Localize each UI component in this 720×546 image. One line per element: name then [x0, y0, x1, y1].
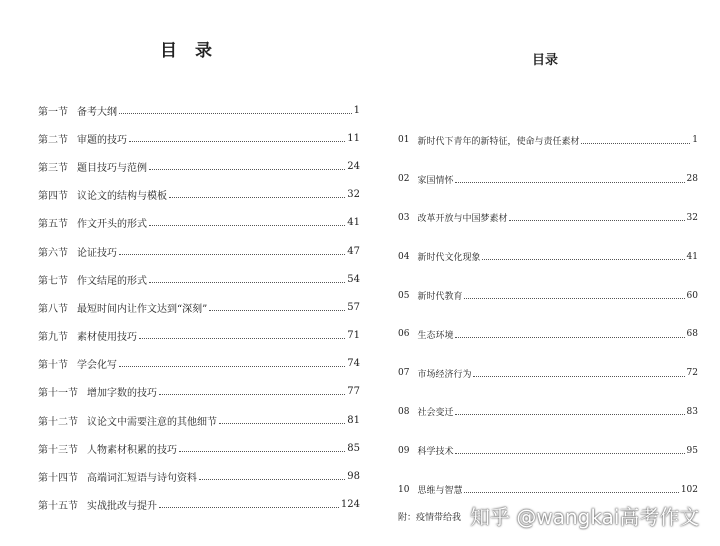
- dot-leader: [149, 219, 345, 226]
- dot-leader: [119, 248, 345, 255]
- toc-entry-number: 第六节: [38, 247, 68, 259]
- toc-entry-number: 第十五节: [38, 501, 78, 513]
- toc-entry-number: 第九节: [38, 332, 68, 344]
- toc-entry-title: 作文结尾的形式: [77, 275, 147, 287]
- toc-entry-title: 增加字数的技巧: [87, 388, 157, 400]
- toc-entry-title: 备考大纲: [77, 106, 117, 118]
- toc-entry-title: 新时代下青年的新特征，使命与责任素材: [417, 136, 580, 147]
- dot-leader: [149, 163, 345, 170]
- dot-leader: [455, 331, 684, 338]
- toc-entry-page: 85: [347, 442, 360, 454]
- toc-entry-page: 28: [686, 174, 698, 185]
- toc-entry-title: 素材使用技巧: [77, 332, 137, 344]
- toc-entry-page: 72: [686, 368, 698, 379]
- toc-entry: [398, 160, 698, 199]
- toc-entry-number: 第十节: [38, 360, 68, 372]
- dot-leader: [209, 304, 345, 311]
- toc-entry: [398, 276, 698, 315]
- toc-entry-title: 高端词汇短语与诗句资料: [87, 473, 197, 485]
- appendix-note: 附：疫情带给我: [398, 513, 462, 523]
- toc-entry: [38, 152, 360, 180]
- dot-leader: [219, 417, 345, 424]
- dot-leader: [455, 408, 684, 415]
- toc-entry: [398, 393, 698, 432]
- left-toc-title: 目 录: [160, 41, 218, 61]
- dot-leader: [464, 292, 684, 299]
- toc-entry-number: 第十一节: [38, 388, 78, 400]
- toc-entry-title: 市场经济行为: [417, 369, 472, 380]
- toc-entry-number: 08: [398, 406, 410, 417]
- toc-entry-title: 议论文中需要注意的其他细节: [87, 416, 217, 428]
- dot-leader: [139, 332, 345, 339]
- toc-entry: [38, 322, 360, 350]
- toc-entry: [398, 199, 698, 238]
- toc-entry-page: 32: [686, 212, 698, 223]
- toc-entry-page: 24: [347, 160, 360, 172]
- toc-entry-page: 1: [353, 104, 360, 116]
- right-toc-list: [398, 121, 698, 509]
- toc-entry-title: 家国情怀: [417, 175, 454, 186]
- toc-entry: [38, 265, 360, 293]
- toc-entry-number: 第三节: [38, 162, 68, 174]
- toc-entry: [398, 121, 698, 160]
- toc-entry-title: 审题的技巧: [77, 134, 127, 146]
- toc-entry-page: 98: [347, 471, 360, 483]
- toc-entry: [398, 315, 698, 354]
- dot-leader: [581, 137, 690, 144]
- toc-entry-title: 学会化写: [77, 360, 117, 372]
- dot-leader: [179, 445, 345, 452]
- toc-entry-number: 03: [398, 212, 410, 223]
- toc-entry-page: 41: [686, 251, 698, 262]
- toc-entry-number: 第五节: [38, 219, 68, 231]
- dot-leader: [119, 107, 352, 114]
- zhihu-watermark: 知乎 @wangkai高考作文: [470, 505, 700, 529]
- toc-entry: [38, 378, 360, 406]
- toc-entry-number: 10: [398, 484, 410, 495]
- dot-leader: [169, 191, 345, 198]
- toc-entry-title: 科学技术: [417, 447, 454, 458]
- toc-entry: [38, 293, 360, 321]
- toc-entry-page: 57: [347, 301, 360, 313]
- toc-entry: [398, 431, 698, 470]
- toc-entry-title: 题目技巧与范例: [77, 162, 147, 174]
- toc-entry-title: 新时代文化现象: [417, 253, 481, 264]
- right-toc-title: 目录: [531, 53, 558, 68]
- toc-entry: [398, 354, 698, 393]
- toc-entry-page: 74: [347, 358, 360, 370]
- toc-entry-page: 81: [347, 414, 360, 426]
- toc-entry-number: 05: [398, 290, 410, 301]
- toc-entry-page: 77: [347, 386, 360, 398]
- dot-leader: [149, 276, 345, 283]
- toc-entry-title: 论证技巧: [77, 247, 117, 259]
- toc-entry-title: 生态环境: [417, 330, 454, 341]
- dot-leader: [129, 135, 345, 142]
- toc-entry-number: 04: [398, 251, 410, 262]
- toc-entry: [38, 406, 360, 434]
- toc-entry-number: 09: [398, 445, 410, 456]
- dot-leader: [159, 388, 345, 395]
- dot-leader: [159, 501, 339, 508]
- toc-entry: [38, 96, 360, 124]
- toc-entry-number: 01: [398, 135, 410, 146]
- toc-entry: [38, 181, 360, 209]
- toc-entry-title: 改革开放与中国梦素材: [417, 214, 508, 225]
- dot-leader: [473, 370, 684, 377]
- left-toc-list: [38, 96, 360, 519]
- toc-entry-page: 68: [686, 329, 698, 340]
- toc-entry-number: 第二节: [38, 134, 68, 146]
- toc-entry: [398, 237, 698, 276]
- right-toc-page: [380, 0, 720, 546]
- toc-entry: [38, 462, 360, 490]
- dot-leader: [455, 447, 684, 454]
- toc-entry-title: 作文开头的形式: [77, 219, 147, 231]
- dot-leader: [455, 176, 684, 183]
- toc-entry: [38, 237, 360, 265]
- toc-entry: [38, 124, 360, 152]
- toc-entry-number: 第十二节: [38, 416, 78, 428]
- toc-entry-number: 第七节: [38, 275, 68, 287]
- toc-entry-page: 47: [347, 245, 360, 257]
- toc-entry-number: 第八节: [38, 303, 68, 315]
- toc-entry-number: 第十四节: [38, 473, 78, 485]
- toc-entry: [38, 350, 360, 378]
- toc-entry-title: 最短时间内让作文达到“深刻”: [77, 303, 208, 315]
- toc-entry-page: 11: [347, 132, 360, 144]
- toc-entry-page: 102: [680, 484, 698, 495]
- toc-entry-number: 第四节: [38, 191, 68, 203]
- toc-entry-number: 02: [398, 174, 410, 185]
- dot-leader: [464, 486, 678, 493]
- toc-entry-title: 新时代教育: [417, 292, 463, 303]
- toc-entry-page: 95: [686, 445, 698, 456]
- dot-leader: [199, 473, 345, 480]
- dot-leader: [482, 253, 684, 260]
- dot-leader: [119, 360, 345, 367]
- toc-entry-page: 32: [347, 189, 360, 201]
- toc-entry-number: 第一节: [38, 106, 68, 118]
- toc-entry-title: 社会变迁: [417, 408, 454, 419]
- toc-entry: [38, 209, 360, 237]
- toc-entry-page: 1: [692, 135, 698, 146]
- toc-entry: [38, 434, 360, 462]
- toc-entry-page: 71: [347, 330, 360, 342]
- toc-entry-number: 07: [398, 368, 410, 379]
- dot-leader: [509, 214, 684, 221]
- toc-entry-number: 06: [398, 329, 410, 340]
- toc-entry-title: 议论文的结构与模板: [77, 191, 167, 203]
- toc-entry-title: 实战批改与提升: [87, 501, 157, 513]
- toc-entry: [38, 491, 360, 519]
- toc-entry-page: 41: [347, 217, 360, 229]
- toc-entry-number: 第十三节: [38, 444, 78, 456]
- toc-entry-page: 83: [686, 406, 698, 417]
- toc-entry-title: 思维与智慧: [417, 486, 463, 497]
- toc-entry-page: 54: [347, 273, 360, 285]
- toc-entry-page: 124: [340, 499, 360, 511]
- toc-entry-page: 60: [686, 290, 698, 301]
- toc-entry-title: 人物素材积累的技巧: [87, 444, 177, 456]
